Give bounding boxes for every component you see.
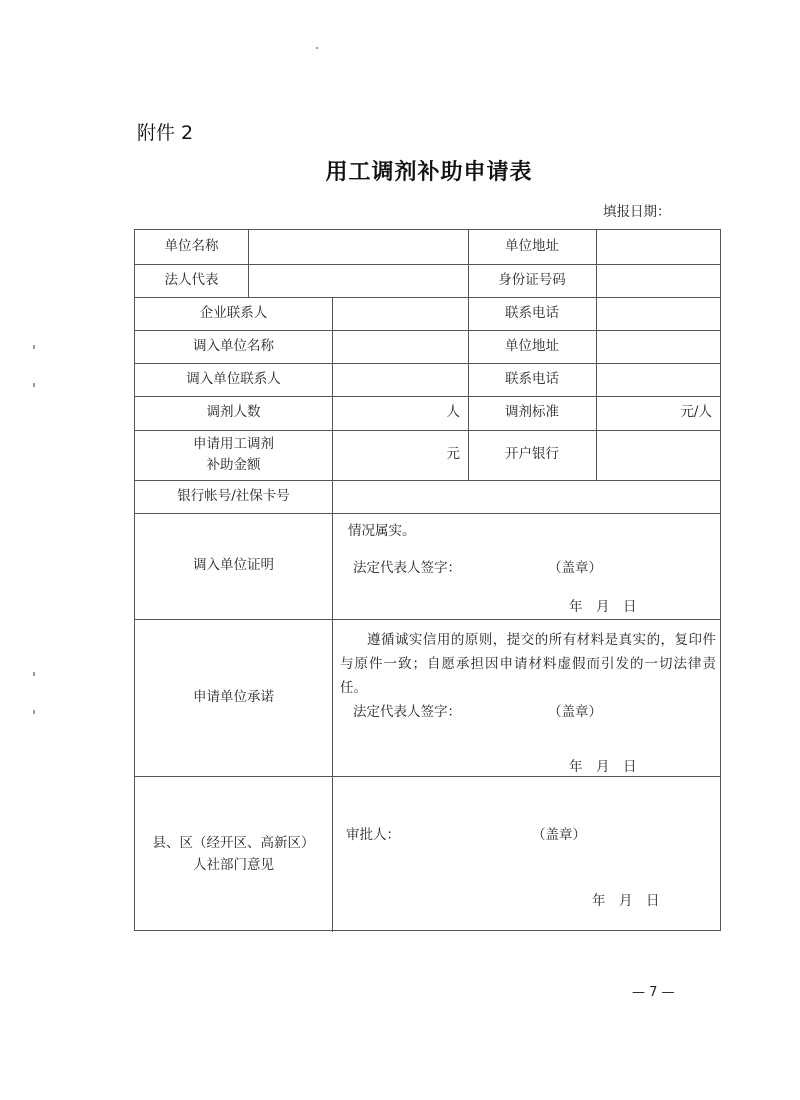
transfer-unit-address-label: 单位地址 — [505, 337, 559, 354]
legal-rep-label: 法人代表 — [164, 271, 219, 288]
commitment-seal: （盖章） — [548, 704, 602, 720]
scan-speck — [33, 710, 35, 714]
scan-speck — [33, 672, 35, 676]
transfer-standard-unit: 元/人 — [680, 404, 712, 421]
unit-address-field[interactable] — [596, 230, 720, 264]
subsidy-amount-label-line2: 补助金额 — [206, 457, 261, 473]
unit-address-label: 单位地址 — [505, 238, 559, 255]
transfer-unit-contact-field[interactable] — [332, 363, 468, 396]
bank-field[interactable] — [596, 430, 720, 480]
subsidy-amount-label — [135, 430, 332, 480]
transfer-cert-label: 调入单位证明 — [193, 557, 274, 574]
opinion-date: 年 月 日 — [592, 893, 660, 909]
subsidy-amount-label-line1: 申请用工调剂 — [193, 436, 274, 452]
id-number-label: 身份证号码 — [498, 271, 566, 288]
transfer-unit-name-field[interactable] — [332, 330, 468, 363]
attachment-label: 附件 2 — [137, 122, 194, 144]
application-form-table — [134, 229, 721, 931]
unit-name-label: 单位名称 — [164, 238, 219, 255]
page-number: — 7 — — [632, 985, 675, 1000]
transfer-unit-address-field[interactable] — [596, 330, 720, 363]
opinion-approver-label: 审批人： — [346, 827, 400, 843]
transfer-unit-name-label: 调入单位名称 — [193, 337, 274, 354]
transfer-unit-contact-label: 调入单位联系人 — [186, 370, 281, 387]
scan-speck — [33, 345, 35, 349]
transfer-standard-field[interactable] — [596, 396, 720, 430]
commitment-label: 申请单位承诺 — [193, 688, 274, 705]
scan-speck — [316, 47, 318, 49]
transfer-phone-label: 联系电话 — [505, 370, 559, 387]
transfer-phone-field[interactable] — [596, 363, 720, 396]
contact-label: 企业联系人 — [199, 304, 268, 321]
phone-field[interactable] — [596, 297, 720, 330]
contact-field[interactable] — [332, 297, 468, 330]
subsidy-amount-unit: 元 — [446, 446, 460, 463]
transfer-count-unit: 人 — [446, 404, 460, 421]
opinion-label — [135, 776, 332, 931]
scan-speck — [33, 383, 35, 387]
bank-account-field[interactable] — [332, 480, 720, 513]
subsidy-amount-field[interactable] — [332, 430, 468, 480]
commitment-date: 年 月 日 — [569, 759, 637, 775]
transfer-count-label: 调剂人数 — [206, 404, 261, 421]
unit-name-field[interactable] — [248, 230, 468, 264]
fill-date-label: 填报日期： — [603, 204, 671, 220]
bank-label: 开户银行 — [505, 446, 559, 463]
bank-account-label: 银行帐号/社保卡号 — [177, 487, 290, 504]
phone-label: 联系电话 — [505, 304, 559, 321]
opinion-seal: （盖章） — [532, 827, 586, 843]
transfer-cert-seal: （盖章） — [548, 560, 602, 576]
opinion-label-line1: 县、区（经开区、高新区） — [152, 834, 315, 851]
commitment-sign-label: 法定代表人签字： — [353, 704, 461, 720]
transfer-count-field[interactable] — [332, 396, 468, 430]
page-title: 用工调剂补助申请表 — [325, 159, 533, 185]
transfer-cert-sign-label: 法定代表人签字： — [353, 560, 461, 576]
id-number-field[interactable] — [596, 264, 720, 297]
opinion-label-line2: 人社部门意见 — [193, 856, 274, 873]
transfer-cert-statement: 情况属实。 — [348, 523, 416, 539]
transfer-cert-date: 年 月 日 — [569, 599, 637, 615]
legal-rep-field[interactable] — [248, 264, 468, 297]
transfer-standard-label: 调剂标准 — [505, 404, 559, 421]
commitment-text: 遵循诚实信用的原则，提交的所有材料是真实的，复印件与原件一致；自愿承担因申请材料虚假而引发的一切法律责任。 — [340, 632, 716, 696]
